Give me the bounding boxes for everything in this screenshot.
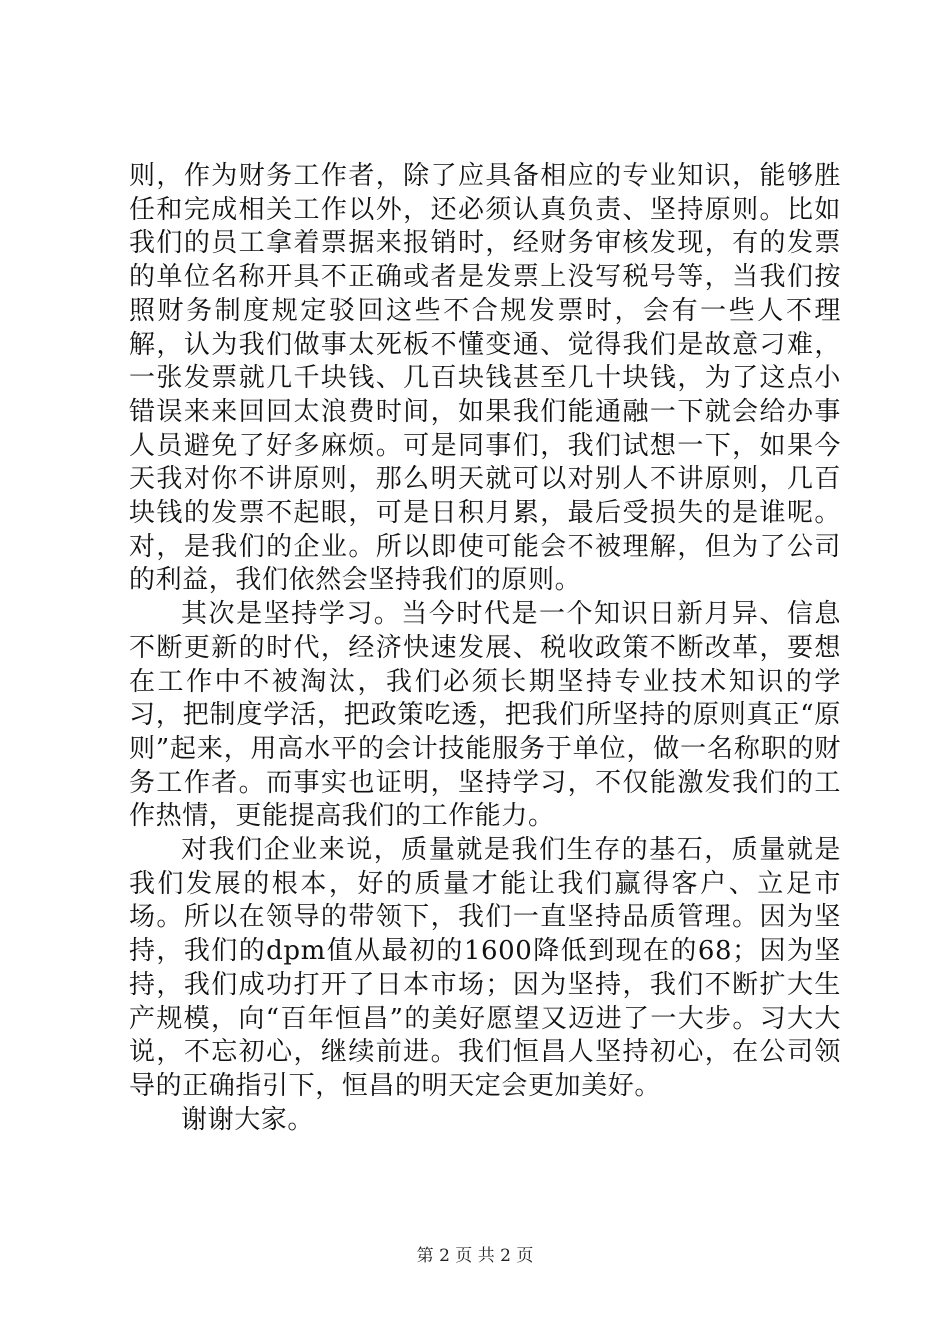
page-number-label: 第 2 页 共 2 页 bbox=[416, 1246, 534, 1266]
document-body bbox=[129, 160, 841, 1137]
paragraph-2: 其次是坚持学习。当今时代是一个知识日新月异、信息不断更新的时代，经济快速发展、税收政策不断改革，要想在工作中不被淘汰，我们必须长期坚持专业技术知识的学习，把制度学活，把政策吃透，把我们所坚持的原则真正“原则”起来，用高水平的会计技能服务于单位，做一名称职的财务工作者。而事实也证明，坚持学习，不仅能激发我们的工作热情，更能提高我们的工作能力。 bbox=[129, 599, 841, 832]
paragraph-3: 对我们企业来说，质量就是我们生存的基石，质量就是我们发展的根本，好的质量才能让我们赢得客户、立足市场。所以在领导的带领下，我们一直坚持品质管理。因为坚持，我们的dpm值从最初的1600降低到现在的68；因为坚持，我们成功打开了日本市场；因为坚持，我们不断扩大生产规模，向“百年恒昌”的美好愿望又迈进了一大步。习大大说，不忘初心，继续前进。我们恒昌人坚持初心，在公司领导的正确指引下，恒昌的明天定会更加美好。 bbox=[129, 835, 841, 1101]
paragraph-1: 则，作为财务工作者，除了应具备相应的专业知识，能够胜任和完成相关工作以外，还必须认真负责、坚持原则。比如我们的员工拿着票据来报销时，经财务审核发现，有的发票的单位名称开具不正确或者是发票上没写税号等，当我们按照财务制度规定驳回这些不合规发票时，会有一些人不理解，认为我们做事太死板不懂变通、觉得我们是故意刁难，一张发票就几千块钱、几百块钱甚至几十块钱，为了这点小错误来来回回太浪费时间，如果我们能通融一下就会给办事人员避免了好多麻烦。可是同事们，我们试想一下，如果今天我对你不讲原则，那么明天就可以对别人不讲原则，几百块钱的发票不起眼，可是日积月累，最后受损失的是谁呢。对，是我们的企业。所以即使可能会不被理解，但为了公司的利益，我们依然会坚持我们的原则。 bbox=[129, 161, 841, 596]
page-footer bbox=[0, 1241, 950, 1266]
paragraph-4: 谢谢大家。 bbox=[181, 1104, 315, 1135]
